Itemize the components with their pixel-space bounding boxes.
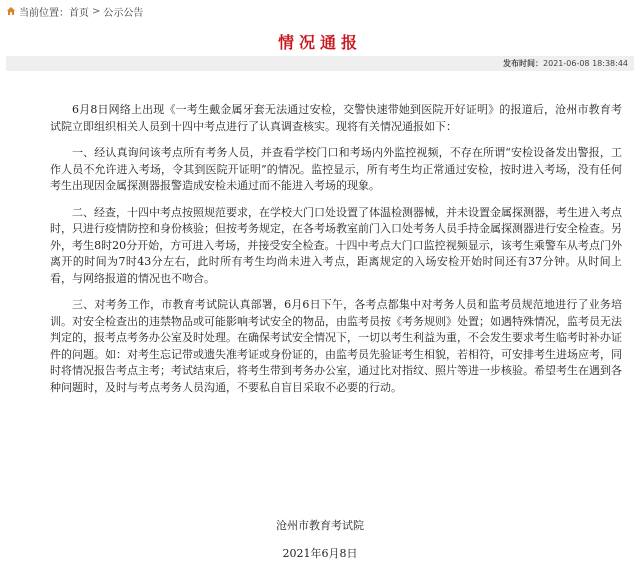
publish-time-label: 发布时间： [503,59,544,68]
signature-organization: 沧州市教育考试院 [276,519,364,532]
breadcrumb-home-link[interactable]: 首页 [69,7,89,19]
breadcrumb-prefix: 当前位置： [19,7,69,19]
signature-date: 2021年6月8日 [282,547,358,560]
article-paragraph-1: 一、经认真询问该考点所有考务人员，并查看学校门口和考场内外监控视频，不存在所谓“安检设备发出警报，工作人员不允许进入考场，令其到医院开证明”的情况。监控显示，所有考生均正常通过安检，按时进入考场，没有任何考生出现因金属探测器报警造成安检未通过而不能进入考场的现象。 [50,146,622,192]
breadcrumb-separator: > [92,5,101,17]
breadcrumb-section-link[interactable]: 公示公告 [103,7,144,19]
article-paragraph-2: 二、经查，十四中考点按照规范要求，在学校大门口处设置了体温检测器械，并未设置金属探测器，考生进入考点时，只进行疫情防控和身份核验；但按考务规定，在各考场教室前门入口处考务人员手持金属探测器进行安全检查。另外，考生8时20分开始，方可进入考场，并接受安全检查。十四中考点大门口监控视频显示，该考生乘警车从考点门外离开的时间为7时43分左右，此时所有考生均尚未进入考点，距离规定的入场安检开始时间还有37分钟。从时间上看，与网络报道的情况也不吻合。 [50,205,622,285]
article-paragraph-intro: 6月8日网络上出现《一考生戴金属牙套无法通过安检，交警快速带她到医院开好证明》的报道后，沧州市教育考试院立即组织相关人员到十四中考点进行了认真调查核实。现将有关情况通报如下： [50,103,622,133]
breadcrumb [0,0,640,22]
article-paragraph-3: 三、对考务工作，市教育考试院认真部署，6月6日下午，各考点都集中对考务人员和监考员规范地进行了业务培训。对安全检查出的违禁物品或可能影响考试安全的物品，由监考员按《考务规则》处置；如遇特殊情况，监考员无法判定的，报考点考务办公室及时处理。在确保考试安全情况下，一切以考生利益为重，不会发生要求考生临考时补办证件的问题。如：对考生忘记带或遗失准考证或身份证的，由监考员先验证考生相貌，若相符，可安排考生进场应考，同时将情况报告考点主考；考试结束后，将考生带到考务办公室，通过比对指纹、照片等进一步核验。希望考生在遇到各种问题时，及时与考点考务人员沟通，不要私自盲目采取不必要的行动。 [50,298,622,394]
publish-info-bar [6,56,634,71]
home-icon [6,6,16,16]
page-title: 情况通报 [277,33,362,52]
article-body [50,102,622,406]
publish-time-value: 2021-06-08 18:38:44 [543,59,628,68]
